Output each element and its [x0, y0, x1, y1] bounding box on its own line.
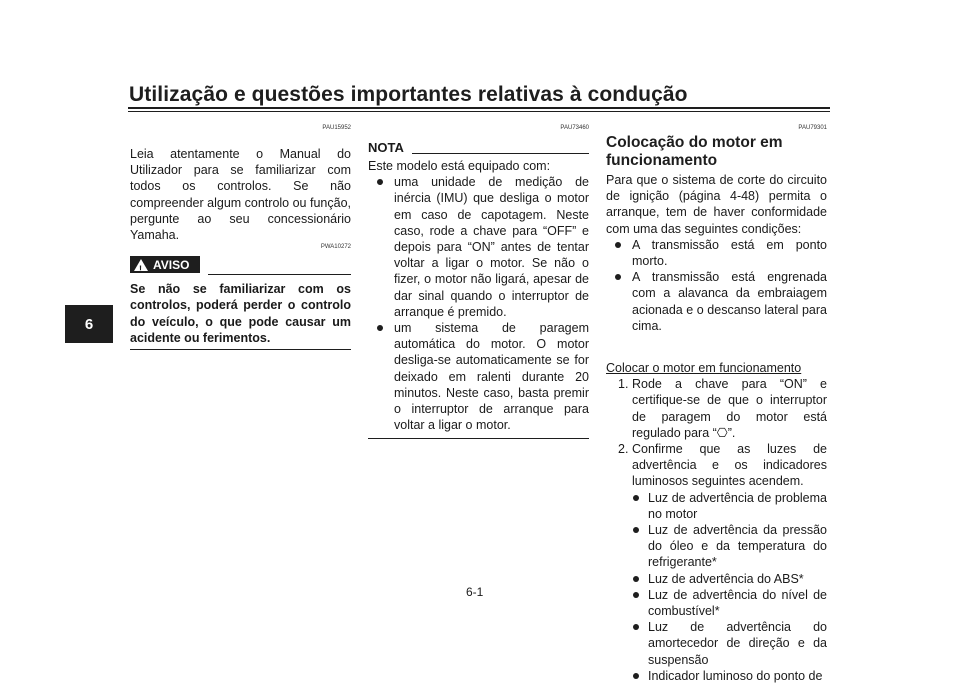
header-rule-thick [128, 107, 830, 109]
warning-text: Se não se familiarizar com os controlos, poderá perder o controlo do veículo, o que pode causar um acidente ou ferimentos. [130, 282, 351, 345]
list-item: A transmissão está engrenada com a alavanca da embraiagem acionada e o descanso lateral para cima. [606, 269, 827, 334]
warning-triangle-icon [134, 259, 148, 274]
step-list [606, 376, 827, 684]
note-bullet-list [368, 174, 589, 433]
list-item: uma unidade de medição de inércia (IMU) que desliga o motor em caso de capotagem. Neste caso, rode a chave para “OFF” e depois para “ON” antes de tentar voltar a ligar o motor. Se não o fizer, o motor não ligará, apesar de dar sinal quando o interruptor de arranque é premido. [368, 174, 589, 320]
list-item: A transmissão está em ponto morto. [606, 237, 827, 269]
reference-code: PAU79301 [798, 125, 827, 131]
section-title: Colocação do motor em funcionamento [606, 134, 783, 169]
warning-rule [208, 274, 351, 275]
note-end-rule [368, 438, 589, 439]
note-intro: Este modelo está equipado com: [368, 159, 551, 173]
warning-badge [130, 256, 200, 273]
step-text: Confirme que as luzes de advertência e os indicadores luminosos seguintes acendem. [632, 442, 827, 489]
list-item: Luz de advertência do amortecedor de direção e da suspensão [632, 619, 827, 668]
column-2 [368, 124, 589, 439]
warning-symbol: ! [139, 263, 142, 274]
step-number: 2. [618, 442, 629, 457]
sub-heading: Colocar o motor em funcionamento [606, 361, 802, 376]
note-header [368, 138, 589, 156]
condition-list [606, 237, 827, 334]
list-item: Indicador luminoso do ponto de [632, 668, 827, 684]
reference-code: PAU15952 [322, 125, 351, 131]
step-text: Rode a chave para “ON” e certifique-se de que o interruptor de paragem do motor está regulado para “⎔”. [632, 377, 827, 440]
indicator-list [632, 490, 827, 684]
step-item [606, 376, 827, 441]
section-intro: Para que o sistema de corte do circuito de ignição (página 4-48) permita o arranque, tem de haver conformidade com uma das seguintes condições: [606, 173, 827, 236]
list-item: Luz de advertência de problema no motor [632, 490, 827, 522]
page-title: Utilização e questões importantes relativas à condução [129, 83, 688, 106]
warning-end-rule [130, 349, 351, 350]
note-rule [412, 153, 589, 154]
list-item: Luz de advertência do ABS* [632, 571, 827, 587]
list-item: Luz de advertência do nível de combustível* [632, 587, 827, 619]
step-number: 1. [618, 377, 629, 392]
reference-code: PAU73460 [560, 125, 589, 131]
note-label: NOTA [368, 140, 404, 155]
page-number: 6-1 [466, 585, 484, 599]
warning-label: AVISO [153, 257, 190, 272]
list-item: Luz de advertência da pressão do óleo e da temperatura do refrigerante* [632, 522, 827, 571]
warning-header [130, 253, 351, 275]
chapter-tab: 6 [65, 305, 113, 343]
warning-reference-code: PWA10272 [320, 244, 351, 251]
list-item: um sistema de paragem automática do motor. O motor desliga-se automaticamente se for deixado em ralenti durante 20 minutos. Neste caso, basta premir o interruptor de arranque para voltar a ligar o motor. [368, 320, 589, 433]
step-item [606, 441, 827, 684]
column-1 [130, 124, 351, 350]
header-rule-thin [128, 111, 830, 112]
column-3 [606, 124, 827, 684]
intro-paragraph: Leia atentamente o Manual do Utilizador para se familiarizar com todos os controlos. Se não compreender algum controlo ou função, pergunte ao seu concessionário Yamaha. [130, 147, 351, 243]
